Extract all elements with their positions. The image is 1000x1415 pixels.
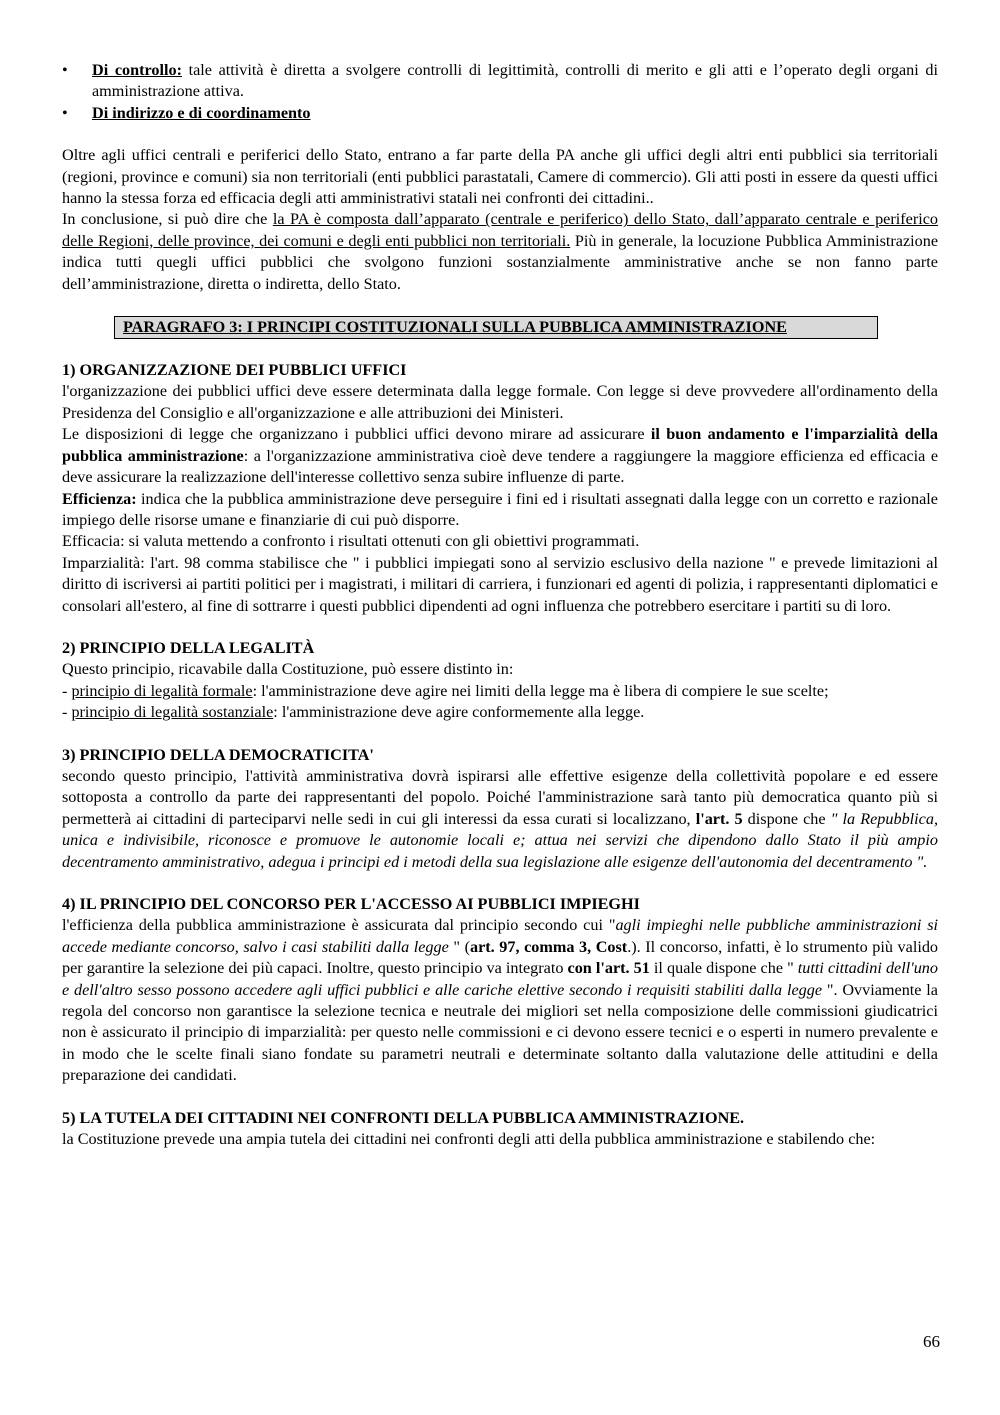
underlined-term: principio di legalità sostanziale [71, 703, 274, 722]
conclusion-underlined: la PA è composta dall’apparato (centrale e periferico) dello Stato, dall’apparato centrale e periferico delle Regioni, delle province, dei comuni e degli enti pubblici non territoriali. [62, 210, 938, 250]
bold-run: l'art. 5 [695, 809, 743, 828]
text-run: dispone che [742, 809, 831, 828]
conclusion-lead: In conclusione, si può dire che [62, 210, 273, 229]
section-1-p1: l'organizzazione dei pubblici uffici deve essere determinata dalla legge formale. Con legge si deve provvedere all'ordinamento della Presidenza del Consiglio e all'organizzazione e alle attribuzioni dei Ministeri. [62, 382, 938, 422]
section-4-p1 [62, 915, 938, 1086]
bullet-item [62, 103, 938, 124]
italic-quote: agli impieghi nelle pubbliche amministrazioni si accede mediante concorso, salvo i casi stabiliti dalla legge [62, 916, 938, 956]
bullet-list [62, 60, 938, 124]
bullet-dot-icon: • [62, 103, 68, 122]
section-2-p1: Questo principio, ricavabile dalla Costituzione, può essere distinto in: [62, 660, 514, 679]
section-1-efficacia: Efficacia: si valuta mettendo a confronto i risultati ottenuti con gli obiettivi programmati. [62, 532, 640, 551]
bullet-item [62, 60, 938, 103]
intro-paragraph: Oltre agli uffici centrali e periferici dello Stato, entrano a far parte della PA anche gli uffici degli altri enti pubblici sia territoriali (regioni, province e comuni) sia non territoriali (enti pubblici parastatali, Camere di commercio). Gli atti posti in essere da questi uffici hanno la stessa forza ed efficacia degli atti amministrativi statali nei confronti dei cittadini.. [62, 146, 938, 208]
section-5-p1: la Costituzione prevede una ampia tutela dei cittadini nei confronti degli atti della pubblica amministrazione e stabilendo che: [62, 1130, 876, 1149]
text-run: l'efficienza della pubblica amministrazione è assicurata dal principio secondo cui " [62, 916, 616, 935]
text-run: .). Il concorso, infatti, è lo strumento più valido per garantire la selezione dei più capaci. Inoltre, questo principio va integrato [62, 937, 939, 978]
page-number: 66 [923, 1332, 940, 1351]
bullet-title: Di indirizzo e di coordinamento [92, 103, 311, 122]
section-1-efficienza [62, 489, 938, 532]
text-run: : l'amministrazione deve agire nei limiti della legge ma è libera di compiere le sue scelte; [252, 681, 829, 700]
conclusion-tail: Più in generale, la locuzione Pubblica Amministrazione indica tutti quegli uffici pubblici che svolgono funzioni sostanzialmente amministrative anche se non fanno parte dell’amministrazione, diretta o indiretta, dello Stato. [62, 231, 939, 293]
dash: - [62, 681, 72, 700]
section-1-imparzialita: Imparzialità: l'art. 98 comma stabilisce che " i pubblici impiegati sono al servizio esclusivo della nazione " e prevede limitazioni al diritto di iscriversi ai partiti politici per i magistrati, i militari di carriera, i funzionari ed agenti di polizia, i rappresentanti diplomatici e consolari all'estero, al fine di sottrarre i questi pubblici dipendenti ad ogni influenza che potrebbero esercitare i partiti su di loro. [62, 553, 938, 615]
bullet-dot-icon: • [62, 61, 68, 79]
bold-run: con l'art. 51 [567, 959, 650, 978]
italic-quote: " la Repubblica, unica e indivisibile, riconosce e promuove le autonomie locali e; attua nei servizi che dipendono dallo Stato il più ampio decentramento amministrativo, adegua i principi ed i metodi della sua legislazione alle esigenze dell'autonomia del decentramento ". [62, 809, 938, 871]
section-2-item-2 [62, 702, 938, 723]
text-run: ". Ovviamente la regola del concorso non garantisce la selezione tecnica e neutrale dei migliori set nella composizione delle commissioni giudicatrici non è assicurato il principio di imparzialità: per questo nelle commissioni e ci devono essere tecnici e o esperti in numero prevalente e in modo che le scelte finali siano fondate su parametri neutrali e determinate soltanto dalla valutazione delle attitudini e della preparazione dei candidati. [62, 980, 938, 1085]
section-1-p2 [62, 424, 938, 488]
text-run: : l'amministrazione deve agire conformemente alla legge. [273, 703, 645, 722]
bold-label: Efficienza: [62, 489, 137, 508]
italic-quote: tutti cittadini dell'uno e dell'altro sesso possono accedere agli uffici pubblici e alle cariche elettive secondo i requisiti stabiliti dalla legge [62, 959, 938, 999]
document-page [62, 60, 938, 1150]
section-5-title: 5) LA TUTELA DEI CITTADINI NEI CONFRONTI DELLA PUBBLICA AMMINISTRAZIONE. [62, 1108, 745, 1127]
bold-run: il buon andamento e l'imparzialità della pubblica amministrazione [62, 425, 939, 465]
section-1-title: 1) ORGANIZZAZIONE DEI PUBBLICI UFFICI [62, 361, 407, 380]
text-run: Le disposizioni di legge che organizzano i pubblici uffici devono mirare ad assicurare [62, 425, 651, 444]
bullet-title: Di controllo: [92, 61, 182, 79]
section-2-item-1 [62, 681, 938, 702]
paragraph-heading-box: PARAGRAFO 3: I PRINCIPI COSTITUZIONALI SULLA PUBBLICA AMMINISTRAZIONE [114, 316, 878, 339]
text-run: il quale dispone che " [649, 959, 798, 978]
text-run: secondo questo principio, l'attività amministrativa dovrà ispirarsi alle effettive esigenze della collettività popolare e ed essere sottoposta a controllo da parte dei rappresentanti del popolo. Poiché l'amministrazione sarà tanto più democratica quanto più si permetterà ai cittadini di parteciparvi nelle sedi in cui gli interessi da essa curati si localizzano, [62, 766, 938, 828]
dash: - [62, 703, 72, 722]
section-2-title: 2) PRINCIPIO DELLA LEGALITÀ [62, 638, 315, 657]
section-3-p1 [62, 766, 938, 873]
conclusion-paragraph [62, 209, 938, 295]
underlined-term: principio di legalità formale [71, 681, 253, 700]
bold-run: art. 97, comma 3, Cost [469, 937, 628, 956]
text-run: " ( [448, 937, 470, 956]
text-run: : a l'organizzazione amministrativa cioè deve tendere a raggiungere la maggiore efficienza ed efficacia e deve assicurare la realizzazione dell'interesse collettivo senza subire influenze di parte. [62, 446, 938, 487]
text-run: indica che la pubblica amministrazione deve perseguire i fini ed i risultati assegnati dalla legge con un corretto e razionale impiego delle risorse umane e finanziarie di cui può disporre. [62, 489, 938, 529]
section-3-title: 3) PRINCIPIO DELLA DEMOCRATICITA' [62, 745, 374, 764]
bullet-text: tale attività è diretta a svolgere controlli di legittimità, controlli di merito e gli atti e l’operato degli organi di amministrazione attiva. [92, 61, 938, 101]
section-4-title: 4) IL PRINCIPIO DEL CONCORSO PER L'ACCESSO AI PUBBLICI IMPIEGHI [62, 895, 640, 913]
